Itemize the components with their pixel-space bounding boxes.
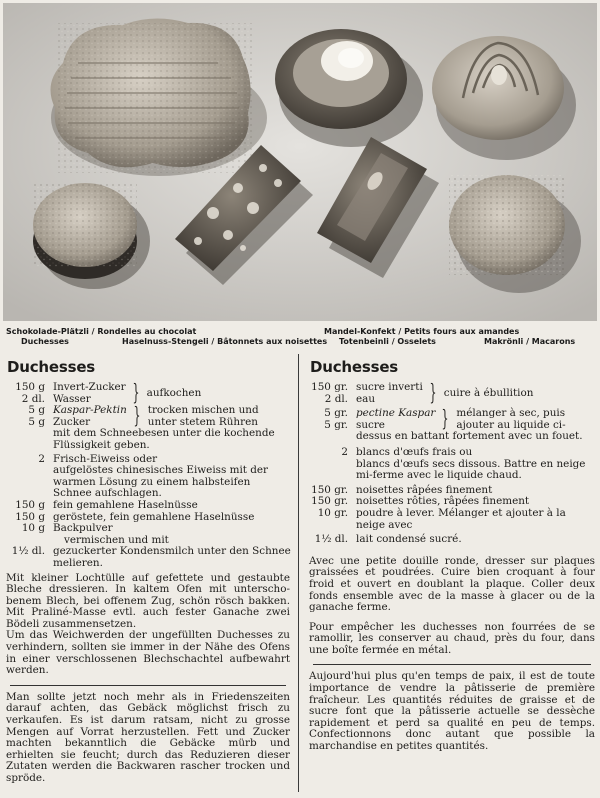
instruction: unter stetem Rühren (147, 415, 258, 428)
photo-captions (6, 326, 596, 350)
instruction: cuire à ébullition (443, 386, 534, 399)
ingredient: blancs d'œufs frais ou (356, 445, 473, 458)
instruction: ajouter au liquide ci- (456, 418, 566, 431)
pastry-photograph (3, 3, 597, 321)
section-rule (313, 664, 591, 665)
qty: 150 gr. (311, 483, 348, 496)
qty: 150 gr. (311, 381, 348, 393)
ingredient: eau (356, 392, 376, 405)
brace: } (133, 403, 141, 429)
ingredient: sucre (356, 418, 385, 431)
ingredient-row (4, 523, 292, 535)
instruction: aufkochen (146, 386, 202, 399)
qty: 1½ dl. (314, 533, 348, 546)
ingredient-group-1-fr (307, 382, 597, 405)
caption-haselnuss: Haselnuss-Stengeli / Bâtonnets aux noisettes (122, 337, 328, 346)
recipe-title-de: Duchesses (7, 358, 96, 376)
ingredient: sucre inverti (356, 381, 423, 393)
ingredients-fr (307, 382, 597, 546)
instruction-cont: dessus en battant fortement avec un fouet. (356, 430, 583, 443)
brace: } (441, 406, 449, 432)
instruction-cont: vermischen und mit (64, 533, 169, 546)
ingredient: fein gemahlene Haselnüsse (53, 498, 198, 511)
qty: 2 dl. (21, 392, 45, 405)
ingredient: gezuckerter Kondensmilch unter den Schnee melieren. (53, 545, 291, 569)
pastry-photo-illustration (3, 3, 597, 321)
ingredient-row (4, 500, 292, 512)
ingredient: Backpulver (53, 522, 113, 535)
qty: 10 g (21, 522, 45, 535)
ingredient-row (307, 447, 597, 459)
recipe-title-fr: Duchesses (310, 358, 399, 376)
caption-mandel-konfekt: Mandel-Konfekt / Petits fours aux amandes (324, 327, 520, 336)
instruction: mélanger à sec, puis (456, 407, 566, 420)
ingredient-row (307, 534, 597, 546)
qty: 150 g (15, 381, 45, 393)
wartime-note-fr: Aujourd'hui plus qu'en temps de paix, il est de toute importance de vendre la pâtisserie de première fraîcheur. Les quantités réduites de graisse et de sucre font que la pâtisserie actuelle se dessèche rapidement et perd sa qualité en peu de temps. Confectionnons donc autant que possible la marchandise en petites quantités. (309, 670, 595, 753)
qty: 1½ dl. (11, 545, 45, 558)
wartime-note-de: Man sollte jetzt noch mehr als in Friedenszeiten darauf achten, das Gebäck möglichst frisch zu verkaufen. Es ist darum ratsam, nicht zu grosse Mengen auf Vorrat herzustellen. Fett und Zucker machten bekanntlich die Gebäcke mürb und erhielten sie feucht; durch das Reduzieren dieser Zutaten werden die Backwaren rascher trocken und spröde. (6, 690, 290, 784)
qty: 5 g (28, 415, 45, 428)
ingredient-group-1-de (4, 382, 292, 405)
caption-duchesses: Duchesses (21, 337, 69, 346)
ingredient-group-2-fr (307, 408, 597, 431)
qty: 150 g (15, 498, 45, 511)
ingredient: geröstete, fein gemahlene Haselnüsse (53, 510, 255, 523)
ingredient: Zucker (53, 415, 91, 428)
rondelle-chocolat (51, 18, 268, 176)
qty: 150 g (15, 510, 45, 523)
qty: 5 gr. (324, 407, 348, 420)
ingredient: Invert-Zucker (53, 381, 126, 393)
qty: 5 gr. (324, 418, 348, 431)
column-divider (298, 354, 299, 792)
ingredient: lait condensé sucré. (356, 533, 462, 546)
qty: 10 gr. (317, 506, 348, 519)
brace: } (429, 380, 437, 406)
method-paragraph-de: Mit kleiner Lochtülle auf gefettete und gestaubte Bleche dressieren. In kaltem Ofen mit unterschobenem Blech, bei offenem Zug, schön rösch bakken. Mit Praliné-Masse evtl. auch fester Ganache zwei Bödeli zusammensetzen. (6, 571, 290, 630)
storage-paragraph-fr: Pour empêcher les duchesses non fourrées de se ramollir, les conserver au chaud, près du four, dans une boîte fermée en métal. (309, 620, 595, 656)
ingredient: Wasser (53, 392, 91, 405)
instruction-cont: aufgelöstes chinesisches Eiweiss mit der warmen Lösung zu einem halbsteifen Schnee aufschlagen. (53, 464, 269, 500)
recipe-german (4, 352, 292, 798)
recipe-french (307, 352, 597, 798)
ingredient: noisettes râpées finement (356, 483, 493, 496)
ingredient-row (4, 546, 292, 569)
qty: 2 (38, 452, 45, 465)
qty: 5 g (28, 404, 45, 417)
method-paragraph-fr: Avec une petite douille ronde, dresser sur plaques graissées et poudrées. Cuire bien croquant à four froid et ouvert en doublant la plaque. Coller deux fonds ensemble avec de la masse à glacer ou de la ganache ferme. (309, 554, 595, 614)
caption-totenbeinli: Totenbeinli / Osselets (339, 337, 436, 346)
instruction-cont: mit dem Schneebesen unter die kochende Flüssigkeit geben. (53, 427, 275, 451)
instruction-cont: blancs d'œufs secs dissous. Battre en neige mi-ferme avec le liquide chaud. (356, 457, 586, 482)
ingredient: Kaspar-Pektin (53, 404, 127, 417)
qty: 2 dl. (324, 392, 348, 405)
ingredient-row (307, 508, 597, 531)
brace: } (132, 380, 140, 406)
storage-paragraph-de: Um das Weichwerden der ungefüllten Duchesses zu verhindern, sollten sie immer in der Nähe des Ofens in einer verschlossenen Blechschachtel aufbewahrt werden. (6, 629, 290, 677)
qty: 150 gr. (311, 495, 348, 508)
caption-rondelles: Schokolade-Plätzli / Rondelles au chocolat (6, 327, 197, 336)
ingredient: Frisch-Eiweiss oder (53, 452, 158, 465)
ingredient: noisettes rôties, râpées finement (356, 495, 530, 508)
qty: 2 (341, 445, 348, 458)
caption-makroenli: Makrönli / Macarons (484, 337, 576, 346)
ingredient-row (4, 512, 292, 524)
section-rule (10, 685, 286, 686)
ingredients-de (4, 382, 292, 570)
ingredient: poudre à lever. Mélanger et ajouter à la neige avec (356, 506, 566, 531)
ingredient: pectine Kaspar (356, 407, 436, 420)
instruction: trocken mischen und (147, 404, 259, 417)
ingredient-group-2-de (4, 405, 292, 428)
